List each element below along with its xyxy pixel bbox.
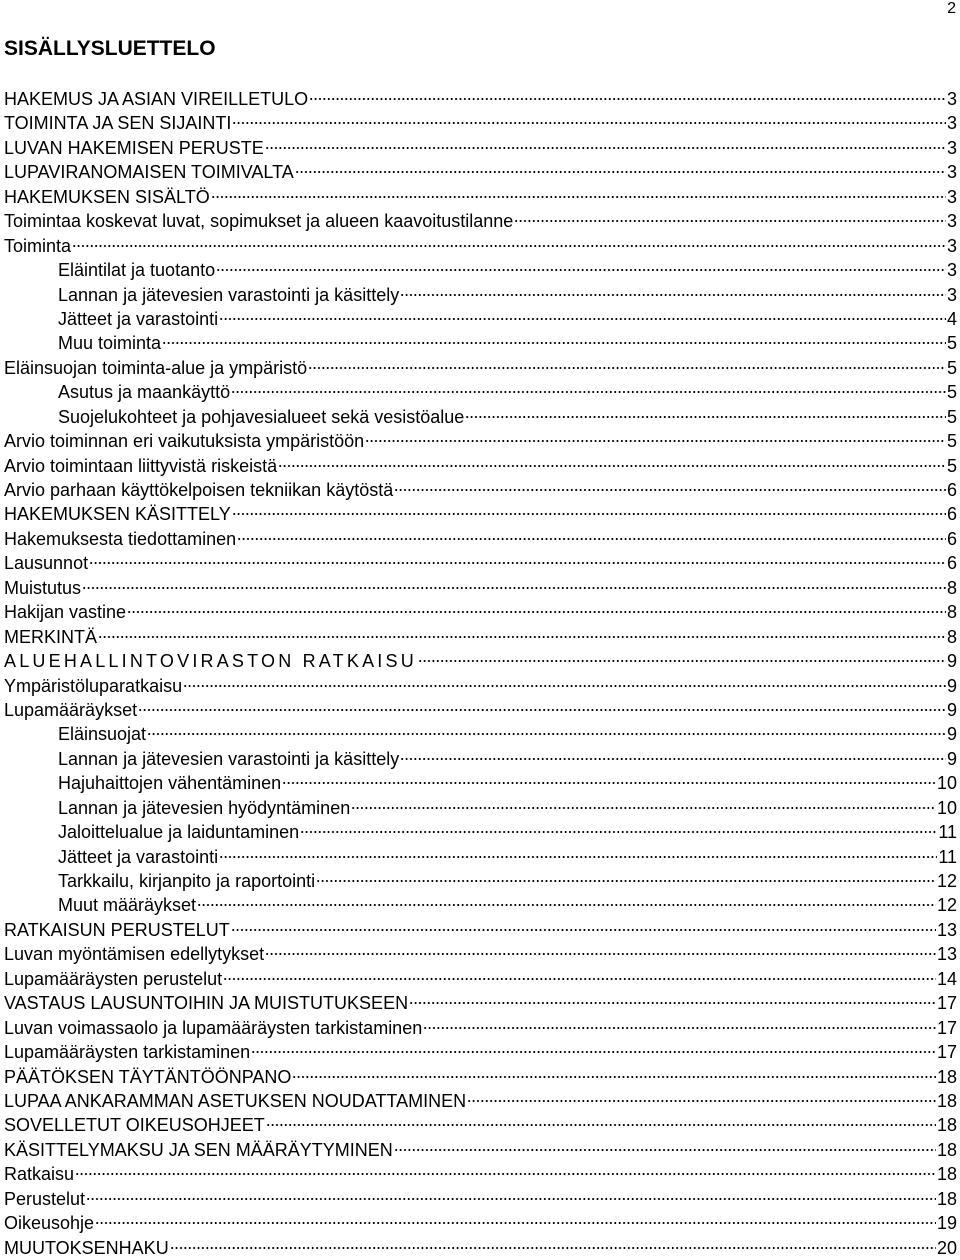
toc-entry[interactable] [4, 136, 957, 160]
toc-entry-label: Muistutus [4, 577, 82, 598]
toc-dot-leader [465, 415, 946, 419]
toc-entry-page: 18 [936, 1188, 957, 1209]
toc-entry[interactable] [4, 283, 957, 307]
toc-entry-page: 12 [936, 895, 957, 916]
toc-entry-label: Ympäristöluparatkaisu [4, 675, 183, 696]
toc-entry-page: 6 [946, 528, 957, 549]
toc-dot-leader [265, 146, 946, 150]
toc-dot-leader [75, 1172, 936, 1176]
toc-entry-label: RATKAISUN PERUSTELUT [4, 919, 230, 940]
toc-entry-label: LUVAN HAKEMISEN PERUSTE [4, 137, 264, 158]
toc-entry-page: 13 [936, 944, 957, 965]
toc-entry[interactable] [4, 845, 957, 869]
toc-dot-leader [351, 806, 936, 810]
toc-entry-page: 10 [936, 797, 957, 818]
toc-entry-label: Tarkkailu, kirjanpito ja raportointi [58, 871, 316, 891]
toc-entry-label: Luvan voimassaolo ja lupamääräysten tarkistaminen [4, 1017, 423, 1038]
toc-entry-page: 5 [946, 431, 957, 452]
toc-dot-leader [219, 317, 946, 321]
toc-entry-label: Lupamääräysten tarkistaminen [4, 1042, 251, 1063]
toc-entry-label: MUUTOKSENHAKU [4, 1237, 169, 1258]
toc-entry[interactable] [4, 918, 957, 942]
toc-dot-leader [292, 1075, 936, 1079]
toc-entry[interactable] [4, 1187, 957, 1211]
toc-dot-leader [219, 855, 937, 859]
toc-entry-page: 18 [936, 1066, 957, 1087]
toc-dot-leader [95, 1221, 936, 1225]
toc-entry[interactable] [4, 160, 957, 184]
toc-dot-leader [237, 537, 946, 541]
toc-entry-page: 3 [946, 284, 957, 305]
toc-entry[interactable] [4, 209, 957, 233]
toc-entry[interactable] [4, 576, 957, 600]
toc-entry-page: 3 [946, 162, 957, 183]
toc-entry-page: 18 [936, 1139, 957, 1160]
toc-entry-page: 3 [946, 211, 957, 232]
toc-entry-page: 5 [946, 333, 957, 354]
toc-dot-leader [170, 1246, 936, 1250]
toc-entry-page: 18 [936, 1090, 957, 1111]
toc-entry-label: Arvio parhaan käyttökelpoisen tekniikan käytöstä [4, 480, 394, 500]
toc-entry-label: ALUEHALLINTOVIRASTON RATKAISU [4, 651, 417, 672]
toc-entry-label: Arvio toimintaan liittyvistä riskeistä [4, 455, 278, 476]
toc-entry-page: 10 [936, 773, 957, 794]
toc-dot-leader [266, 1123, 936, 1127]
toc-entry-label: Hakemuksesta tiedottaminen [4, 528, 237, 549]
toc-entry[interactable] [4, 87, 957, 111]
toc-dot-leader [467, 1099, 936, 1103]
toc-entry-page: 3 [946, 260, 957, 281]
toc-entry[interactable] [4, 454, 957, 478]
toc-dot-leader [394, 488, 946, 492]
toc-entry[interactable] [4, 967, 957, 991]
toc-dot-leader [147, 732, 946, 736]
toc-entry-page: 9 [946, 748, 957, 769]
toc-entry-page: 8 [946, 602, 957, 623]
toc-entry-page: 18 [936, 1115, 957, 1136]
toc-entry-label: Jaloittelualue ja laiduntaminen [58, 822, 300, 843]
toc-entry[interactable] [4, 111, 957, 135]
toc-entry-page: 9 [946, 699, 957, 720]
toc-entry[interactable] [4, 405, 957, 429]
toc-entry-page: 6 [946, 553, 957, 574]
toc-entry[interactable] [4, 893, 957, 917]
toc-dot-leader [394, 1148, 936, 1152]
toc-entry-label: Lannan ja jätevesien hyödyntäminen [58, 797, 351, 818]
toc-entry-page: 8 [946, 577, 957, 598]
toc-entry[interactable] [4, 234, 957, 258]
toc-entry[interactable] [4, 771, 957, 795]
toc-entry[interactable] [4, 649, 957, 673]
toc-entry-page: 11 [938, 822, 957, 843]
toc-dot-leader [308, 366, 946, 370]
toc-entry-page: 3 [946, 113, 957, 134]
toc-entry-label: Suojelukohteet ja pohjavesialueet sekä vesistöalue [58, 406, 465, 427]
toc-entry-page: 6 [946, 504, 957, 525]
toc-entry-label: Jätteet ja varastointi [58, 846, 219, 867]
toc-entry-label: Eläinsuojat [58, 724, 147, 745]
toc-entry[interactable] [4, 1211, 957, 1235]
toc-entry[interactable] [4, 527, 957, 551]
toc-entry[interactable] [4, 502, 957, 526]
toc-entry[interactable] [4, 307, 957, 331]
toc-dot-leader [138, 708, 946, 712]
toc-entry[interactable] [4, 1162, 957, 1186]
toc-dot-leader [183, 684, 946, 688]
toc-entry-label: Muut määräykset [58, 895, 197, 916]
page-number: 2 [947, 0, 956, 17]
toc-dot-leader [251, 1050, 936, 1054]
toc-entry-label: Lannan ja jätevesien varastointi ja käsittely [58, 748, 400, 769]
toc-dot-leader [295, 170, 946, 174]
toc-dot-leader [300, 830, 937, 834]
toc-dot-leader [265, 952, 936, 956]
toc-entry[interactable] [4, 869, 957, 893]
toc-entry-page: 5 [946, 382, 957, 403]
toc-dot-leader [400, 757, 946, 761]
toc-dot-leader [223, 977, 936, 981]
toc-entry-page: 9 [946, 724, 957, 745]
toc-dot-leader [86, 1197, 936, 1201]
toc-entry[interactable] [4, 1016, 957, 1040]
toc-entry-page: 6 [946, 480, 957, 500]
toc-entry[interactable] [4, 991, 957, 1015]
toc-entry-label: PÄÄTÖKSEN TÄYTÄNTÖÖNPANO [4, 1066, 292, 1087]
toc-entry-page: 5 [946, 455, 957, 476]
toc-entry-label: HAKEMUKSEN KÄSITTELY [4, 504, 231, 525]
toc-dot-leader [282, 781, 936, 785]
toc-entry-label: Eläinsuojan toiminta-alue ja ympäristö [4, 357, 308, 378]
toc-entry-label: Asutus ja maankäyttö [58, 382, 231, 403]
toc-entry-label: Lupamääräykset [4, 699, 138, 720]
toc-entry[interactable] [4, 942, 957, 966]
toc-dot-leader [365, 439, 946, 443]
toc-entry-label: HAKEMUS JA ASIAN VIREILLETULO [4, 89, 309, 109]
toc-entry-label: VASTAUS LAUSUNTOIHIN JA MUISTUTUKSEEN [4, 993, 409, 1014]
toc-entry-page: 8 [946, 626, 957, 647]
toc-entry[interactable] [4, 380, 957, 404]
toc-entry-page: 14 [936, 968, 957, 989]
toc-entry[interactable] [4, 478, 957, 502]
toc-entry-label: Oikeusohje [4, 1213, 95, 1234]
toc-dot-leader [162, 341, 946, 345]
page-title: SISÄLLYSLUETTELO [4, 37, 216, 60]
toc-entry-page: 3 [946, 235, 957, 256]
toc-dot-leader [231, 390, 946, 394]
toc-entry[interactable] [4, 1040, 957, 1064]
toc-entry-page: 12 [936, 871, 957, 891]
toc-entry-page: 3 [946, 186, 957, 207]
toc-entry-page: 17 [936, 993, 957, 1014]
toc-entry-label: Jätteet ja varastointi [58, 308, 219, 329]
toc-entry[interactable] [4, 258, 957, 282]
toc-entry-page: 5 [946, 357, 957, 378]
toc-dot-leader [216, 268, 946, 272]
toc-dot-leader [72, 244, 946, 248]
toc-entry[interactable] [4, 1089, 957, 1113]
toc-entry[interactable] [4, 429, 957, 453]
toc-entry-page: 17 [936, 1017, 957, 1038]
toc-entry[interactable] [4, 331, 957, 355]
toc-dot-leader [423, 1026, 936, 1030]
toc-entry[interactable] [4, 820, 957, 844]
toc-entry[interactable] [4, 551, 957, 575]
toc-entry-label: Hajuhaittojen vähentäminen [58, 773, 282, 794]
toc-entry-label: SOVELLETUT OIKEUSOHJEET [4, 1115, 265, 1136]
toc-entry-page: 9 [946, 675, 957, 696]
toc-entry-label: KÄSITTELYMAKSU JA SEN MÄÄRÄYTYMINEN [4, 1139, 393, 1160]
toc-entry[interactable] [4, 796, 957, 820]
toc-dot-leader [231, 928, 936, 932]
toc-entry-page: 3 [946, 89, 957, 109]
toc-entry-label: LUPAA ANKARAMMAN ASETUKSEN NOUDATTAMINEN [4, 1090, 467, 1111]
toc-dot-leader [232, 512, 946, 516]
toc-entry[interactable] [4, 185, 957, 209]
toc-entry-page: 20 [936, 1237, 957, 1258]
toc-dot-leader [211, 195, 946, 199]
toc-dot-leader [309, 97, 946, 101]
toc-entry-page: 9 [946, 651, 957, 672]
toc-entry-label: Lupamääräysten perustelut [4, 968, 223, 989]
toc-entry-label: HAKEMUKSEN SISÄLTÖ [4, 186, 210, 207]
toc-entry-label: MERKINTÄ [4, 626, 98, 647]
toc-entry[interactable] [4, 600, 957, 624]
toc-entry-page: 18 [936, 1164, 957, 1185]
toc-entry-label: Toimintaa koskevat luvat, sopimukset ja alueen kaavoitustilanne [4, 211, 514, 232]
toc-entry-label: Lausunnot [4, 553, 89, 574]
toc-entry-page: 19 [936, 1213, 957, 1234]
toc-entry-page: 4 [946, 308, 957, 329]
toc-entry-label: Muu toiminta [58, 333, 162, 354]
toc-entry[interactable] [4, 747, 957, 771]
toc-entry[interactable] [4, 1236, 957, 1260]
toc-dot-leader [316, 879, 936, 883]
toc-entry[interactable] [4, 722, 957, 746]
toc-dot-leader [514, 219, 946, 223]
toc-entry-label: Ratkaisu [4, 1164, 75, 1185]
toc-dot-leader [232, 121, 946, 125]
toc-dot-leader [127, 610, 946, 614]
toc-entry-label: Eläintilat ja tuotanto [58, 260, 216, 281]
toc-entry[interactable] [4, 698, 957, 722]
toc-dot-leader [278, 464, 946, 468]
toc-entry-page: 13 [936, 919, 957, 940]
toc-entry-label: Toiminta [4, 235, 72, 256]
toc-dot-leader [98, 635, 946, 639]
toc-entry[interactable] [4, 1113, 957, 1137]
toc-entry-page: 17 [936, 1042, 957, 1063]
toc-entry-label: Luvan myöntämisen edellytykset [4, 944, 265, 965]
toc-entry-page: 11 [938, 846, 957, 867]
toc-entry-label: Arvio toiminnan eri vaikutuksista ympäristöön [4, 431, 365, 452]
toc-dot-leader [400, 293, 946, 297]
table-of-contents [4, 87, 957, 1260]
toc-dot-leader [89, 561, 946, 565]
toc-dot-leader [409, 1001, 936, 1005]
toc-entry[interactable] [4, 1065, 957, 1089]
toc-dot-leader [82, 586, 946, 590]
toc-dot-leader [197, 903, 936, 907]
toc-entry-label: LUPAVIRANOMAISEN TOIMIVALTA [4, 162, 294, 183]
toc-entry-label: Perustelut [4, 1188, 86, 1209]
toc-entry-label: Hakijan vastine [4, 602, 127, 623]
toc-entry-label: Lannan ja jätevesien varastointi ja käsittely [58, 284, 400, 305]
toc-entry[interactable] [4, 674, 957, 698]
toc-entry-page: 3 [946, 137, 957, 158]
toc-entry-label: TOIMINTA JA SEN SIJAINTI [4, 113, 232, 134]
toc-entry[interactable] [4, 625, 957, 649]
toc-entry[interactable] [4, 1138, 957, 1162]
toc-entry[interactable] [4, 356, 957, 380]
toc-dot-leader [418, 659, 946, 663]
toc-entry-page: 5 [946, 406, 957, 427]
